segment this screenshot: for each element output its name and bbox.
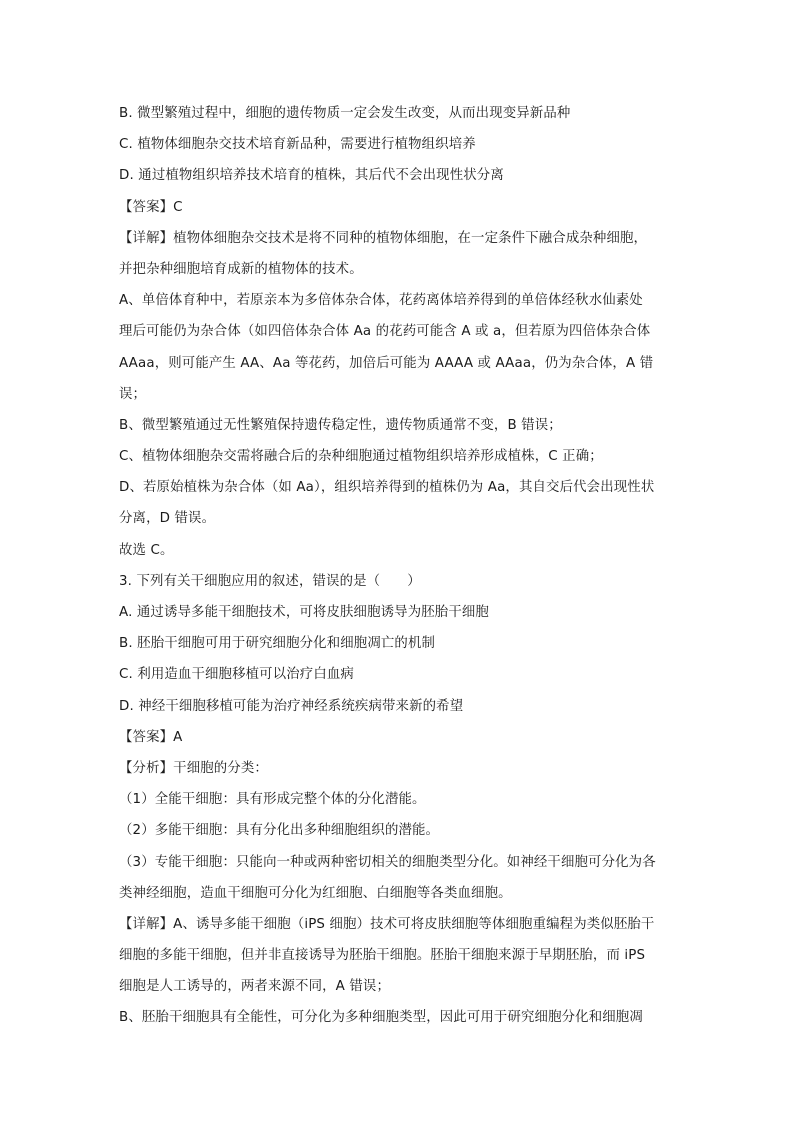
question-3-option-d: D. 神经干细胞移植可能为治疗神经系统疾病带来新的希望 — [119, 698, 464, 714]
explanation-line: 【详解】A、诱导多能干细胞（iPS 细胞）技术可将皮肤细胞等体细胞重编程为类似胚胎干 — [119, 916, 655, 932]
explanation-line: 【详解】植物体细胞杂交技术是将不同种的植物体细胞，在一定条件下融合成杂种细胞， — [119, 230, 648, 246]
explanation-line: 细胞的多能干细胞，但并非直接诱导为胚胎干细胞。胚胎干细胞来源于早期胚胎，而 iPS — [119, 948, 646, 964]
explanation-line: 理后可能仍为杂合体（如四倍体杂合体 Aa 的花药可能含 A 或 a，但若原为四倍体杂合体 — [119, 324, 651, 340]
document-page — [119, 98, 679, 1034]
explanation-line: 误； — [119, 386, 147, 402]
analysis-line: 【分析】干细胞的分类： — [119, 760, 268, 776]
analysis-line: （3）专能干细胞：只能向一种或两种密切相关的细胞类型分化。如神经干细胞可分化为各 — [119, 854, 656, 870]
answer-line: 【答案】A — [119, 729, 183, 745]
explanation-line: C、植物体细胞杂交需将融合后的杂种细胞通过植物组织培养形成植株，C 正确； — [119, 449, 603, 465]
explanation-line: 并把杂种细胞培育成新的植物体的技术。 — [119, 261, 363, 277]
explanation-line: B、微型繁殖通过无性繁殖保持遗传稳定性，遗传物质通常不变，B 错误； — [119, 417, 562, 433]
explanation-line: D、若原始植株为杂合体（如 Aa），组织培养得到的植株仍为 Aa，其自交后代会出现性状 — [119, 480, 655, 496]
analysis-line: （1）全能干细胞：具有形成完整个体的分化潜能。 — [119, 792, 426, 808]
option-b-line: B. 微型繁殖过程中，细胞的遗传物质一定会发生改变，从而出现变异新品种 — [119, 106, 571, 121]
explanation-line: A、单倍体育种中，若原亲本为多倍体杂合体，花药离体培养得到的单倍体经秋水仙素处 — [119, 293, 643, 309]
analysis-line: 类神经细胞，造血干细胞可分化为红细胞、白细胞等各类血细胞。 — [119, 885, 512, 901]
question-3-option-a: A. 通过诱导多能干细胞技术，可将皮肤细胞诱导为胚胎干细胞 — [119, 605, 489, 620]
option-d-line: D. 通过植物组织培养技术培育的植株，其后代不会出现性状分离 — [119, 168, 504, 184]
option-c-line: C. 植物体细胞杂交技术培育新品种，需要进行植物组织培养 — [119, 137, 476, 153]
explanation-line: 细胞是人工诱导的，两者来源不同，A 错误； — [119, 979, 390, 995]
question-3-option-c: C. 利用造血干细胞移植可以治疗白血病 — [119, 667, 354, 683]
analysis-line: （2）多能干细胞：具有分化出多种细胞组织的潜能。 — [119, 823, 440, 839]
explanation-line: 分离，D 错误。 — [119, 511, 216, 527]
explanation-line: AAaa，则可能产生 AA、Aa 等花药，加倍后可能为 AAAA 或 AAaa，仍为杂合体，A 错 — [119, 355, 654, 371]
question-3-stem: 3. 下列有关干细胞应用的叙述，错误的是（ ） — [119, 573, 421, 589]
explanation-line: B、胚胎干细胞具有全能性，可分化为多种细胞类型，因此可用于研究细胞分化和细胞凋 — [119, 1010, 643, 1026]
answer-line: 【答案】C — [119, 199, 183, 215]
conclusion-line: 故选 C。 — [119, 542, 174, 558]
question-3-option-b: B. 胚胎干细胞可用于研究细胞分化和细胞凋亡的机制 — [119, 636, 436, 652]
